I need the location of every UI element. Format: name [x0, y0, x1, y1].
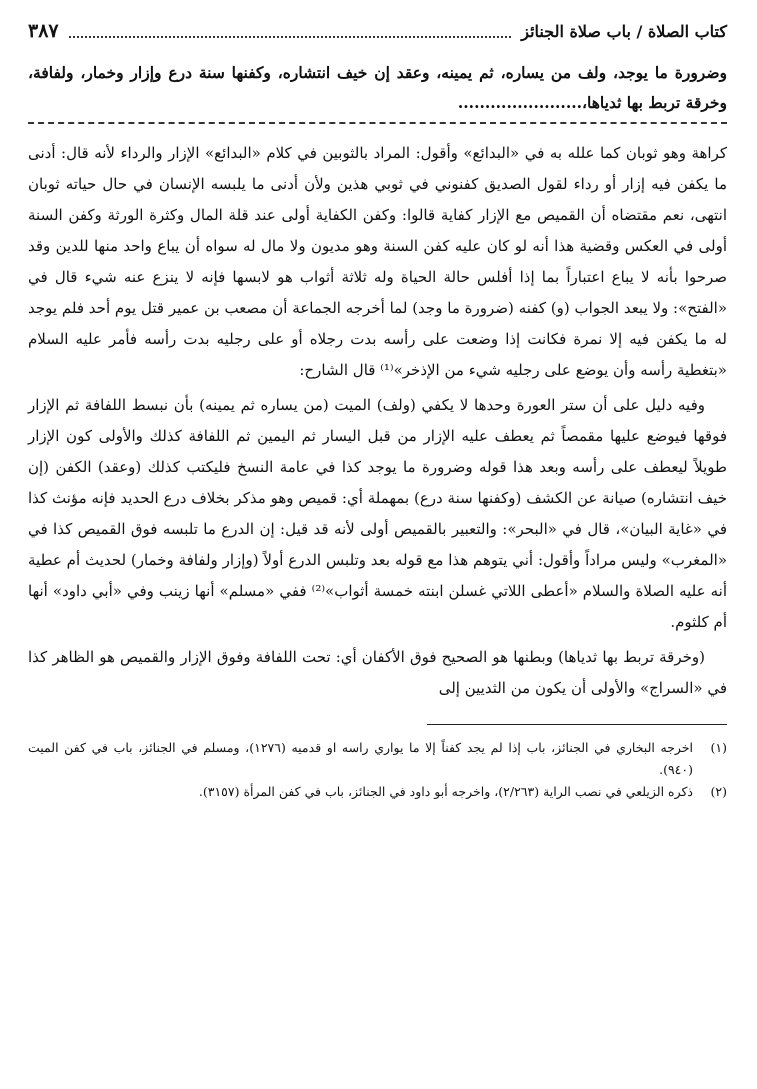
footnote	[28, 737, 727, 781]
main-text: وضرورة ما يوجد، ولف من يساره، ثم يمينه، وعقد إن خيف انتشاره، وكفنها سنة درع وإزار وخمار، ولفافة، وخرقة تربط بها ثدياها،.......................	[28, 63, 727, 112]
commentary-paragraph-1: كراهة وهو ثوبان كما علله به في «البدائع» وأقول: المراد بالثوبين في كلام «البدائع» الإزار والرداء لأنه قال: أدنى ما يكفن فيه إزار أو رداء لقول الصديق كفنوني في ثوبي هذين ولأن أدنى ما يلبسه الإنسان في حال حياته ثوبان انتهى، نعم مقتضاه أن القميص مع الإزار كفاية قالوا: وكفن الكفاية أولى عند قلة المال وكثرة الورثة وكفن السنة أولى في العكس وقضية هذا أنه لو كان عليه كفن السنة وهو مديون ولا مال له سواه أن يباع واحد منها للدين وقد صرحوا بأنه لا يباع اعتباراً بما إذا أفلس حالة الحياة وله ثلاثة أثواب هو لابسها فإنه لا ينزع عنه شيء قال في «الفتح»: ولا يبعد الجواب (و) كفنه (ضرورة ما وجد) لما أخرجه الجماعة أن مصعب بن عمير قتل يوم أحد فلم يوجد له ما يكفن فيه إلا نمرة فكانت إذا وضعت على رأسه بدت رجلاه أو على رجليه بدت رأسه فأمر عليه السلام «بتغطية رأسه وأن يوضع على رجليه شيء من الإذخر»⁽¹⁾ قال الشارح:	[28, 144, 727, 379]
footnote-text: اخرجه البخاري في الجنائز، باب إذا لم يجد كفناً إلا ما يواري راسه او قدميه (١٢٧٦)، ومسلم في الجنائز، باب في كفن الميت (٩٤٠).	[28, 740, 694, 777]
footnote	[28, 781, 727, 803]
header-leader-dots	[69, 24, 512, 38]
footnote-number: (٢)	[710, 784, 727, 799]
running-title: كتاب الصلاة / باب صلاة الجنائز	[521, 21, 727, 41]
footnote-number: (١)	[710, 740, 727, 755]
commentary-paragraph-2: وفيه دليل على أن ستر العورة وحدها لا يكفي (ولف) الميت (من يساره ثم يمينه) بأن نبسط اللفافة ثم الإزار فوقها فيوضع عليها مقمصاً ثم يعطف عليه الإزار من قبل اليسار ثم اليمين ثم اللفافة كذلك والأولى كون الإزار طويلاً ليعطف على رأسه وبعد هذا قوله وضرورة ما يوجد كذا في عامة النسخ فليكتب كذلك (وعقد) الكفن (إن خيف انتشاره) صيانة عن الكشف (وكفنها سنة درع) بمهملة أي: قميص وهو مذكر بخلاف درع الحديد فإنه مؤنث كذا في «غاية البيان»، قال في «البحر»: والتعبير بالقميص أولى لأنه قد قيل: إن الدرع ما تلبسه فوق القميص كذا في «المغرب» وليس مراداً وأقول: أني يتوهم هذا مع قوله بعد وتلبس الدرع أولاً (وإزار ولفافة وخمار) لحديث أم عطية أنه عليه الصلاة والسلام «أعطى اللاتي غسلن ابنته خمسة أثواب»⁽²⁾ ففي «مسلم» أنها زينب وفي «أبي داود» أنها أم كلثوم.	[28, 396, 727, 631]
commentary	[28, 138, 727, 704]
footnote-text: ذكره الزيلعي في نصب الراية (٢/٢٦٣)، واخرجه أبو داود في الجنائز، باب في كفن المرأة (٣١٥٧).	[198, 784, 693, 799]
commentary-paragraph-3: (وخرقة تربط بها ثدياها) وبطنها هو الصحيح فوق الأكفان أي: تحت اللفافة وفوق الإزار والقميص هو الظاهر كذا في «السراج» والأولى أن يكون من الثديين إلى	[28, 648, 727, 697]
footnote-rule	[427, 724, 727, 725]
page-number: ٣٨٧	[28, 20, 59, 42]
page-header	[28, 18, 727, 44]
dashed-separator	[28, 122, 727, 124]
footnotes	[28, 737, 727, 803]
